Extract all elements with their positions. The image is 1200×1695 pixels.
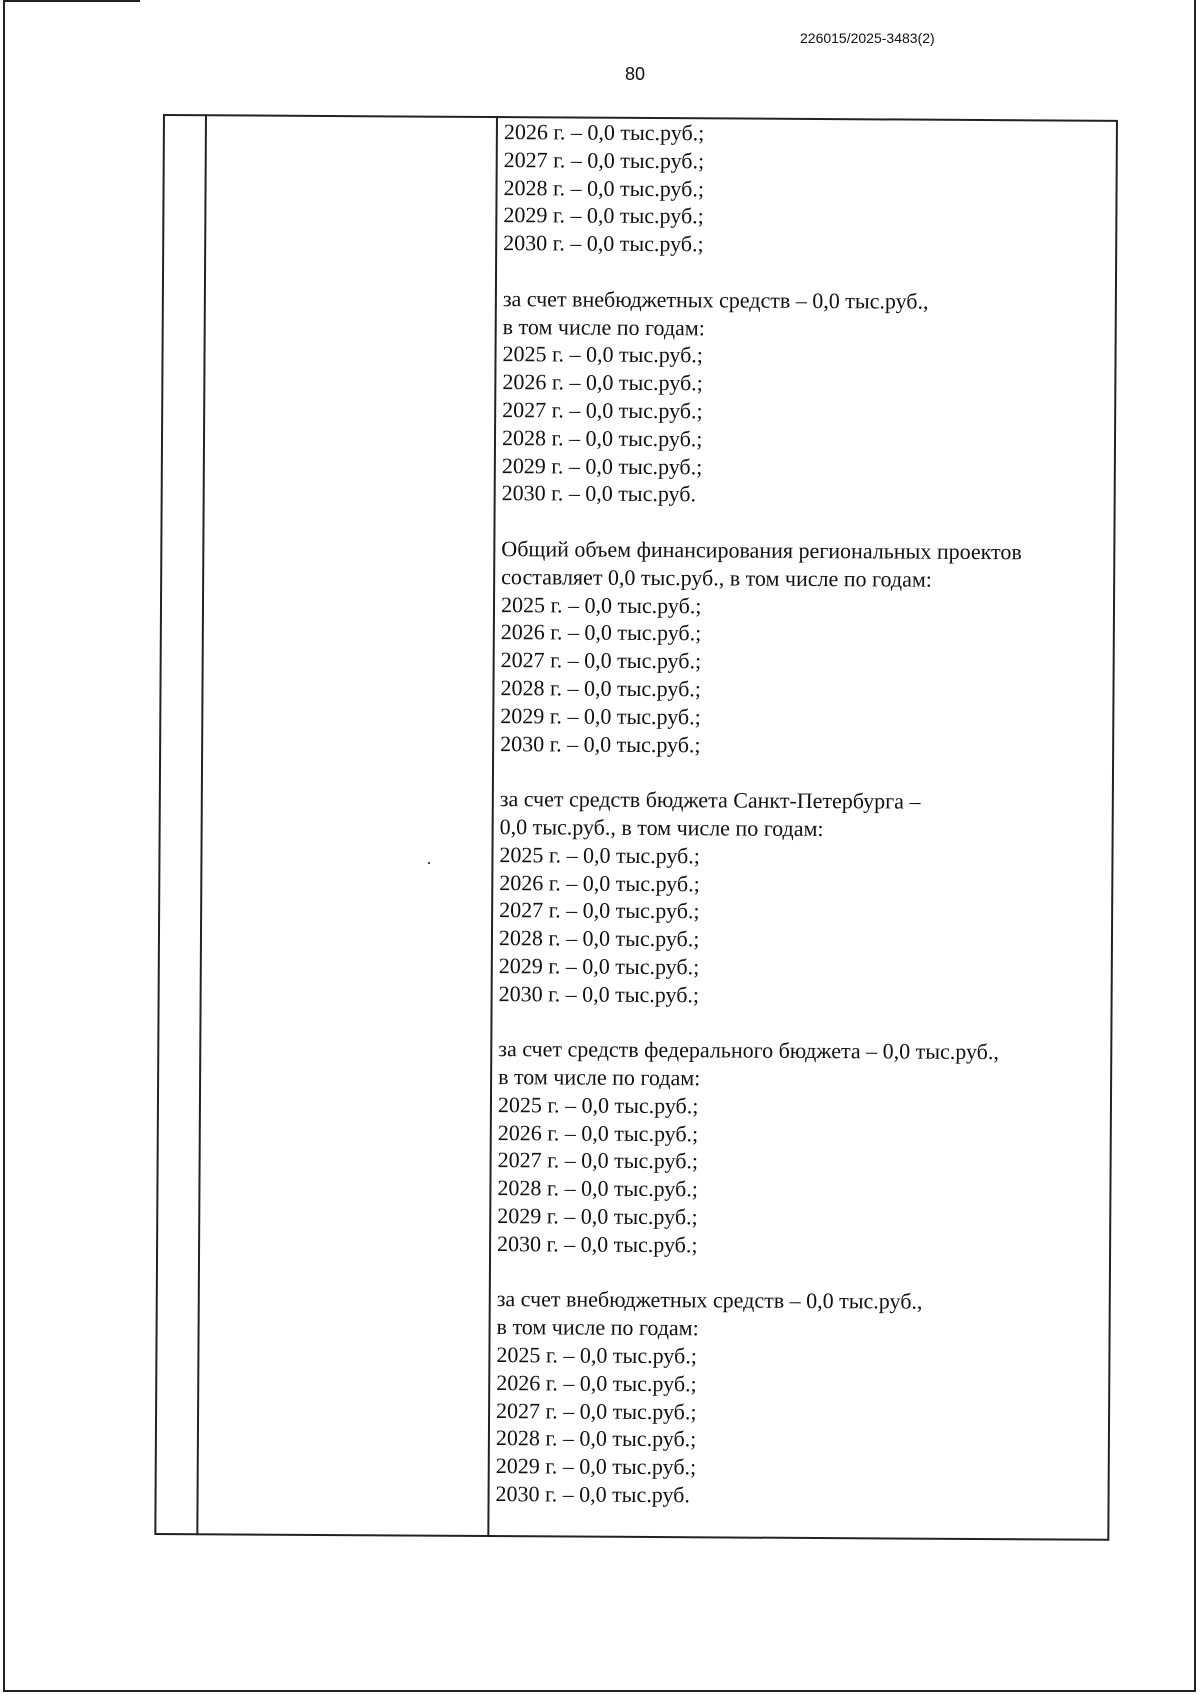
text-line: 2029 г. – 0,0 тыс.руб.; [498, 952, 700, 980]
text-line: 2027 г. – 0,0 тыс.руб.; [496, 1397, 697, 1424]
text-line: 2026 г. – 0,0 тыс.руб.; [502, 369, 703, 396]
financing-paragraph [502, 285, 1103, 511]
text-line: 2030 г. – 0,0 тыс.руб.; [497, 1230, 698, 1258]
text-line: за счет средств федерального бюджета – 0,0 тыс.руб., [498, 1036, 1000, 1065]
text-line: 2027 г. – 0,0 тыс.руб.; [499, 897, 700, 924]
text-line: 2028 г. – 0,0 тыс.руб.; [500, 675, 702, 702]
frame-top-edge [3, 0, 140, 2]
text-line: 2029 г. – 0,0 тыс.руб.; [501, 452, 703, 479]
text-line: в том числе по годам: [498, 1064, 701, 1091]
text-line: за счет внебюджетных средств – 0,0 тыс.руб., [496, 1286, 923, 1315]
text-line: 2026 г. – 0,0 тыс.руб.; [497, 1119, 699, 1146]
text-line: 2028 г. – 0,0 тыс.руб.; [495, 1425, 697, 1452]
text-line: 2030 г. – 0,0 тыс.руб.; [500, 730, 701, 757]
text-line: 2029 г. – 0,0 тыс.руб.; [500, 702, 701, 730]
text-line: 2026 г. – 0,0 тыс.руб.; [499, 869, 700, 896]
paragraph-gap [497, 1258, 1097, 1289]
text-line: 2030 г. – 0,0 тыс.руб. [501, 480, 697, 507]
scan-speck [428, 862, 430, 864]
text-line: 2027 г. – 0,0 тыс.руб.; [503, 146, 705, 174]
text-line: 2025 г. – 0,0 тыс.руб.; [497, 1091, 699, 1119]
text-line: 2025 г. – 0,0 тыс.руб.; [500, 591, 702, 618]
text-line: 2029 г. – 0,0 тыс.руб.; [497, 1203, 698, 1230]
text-line: 2025 г. – 0,0 тыс.руб.; [502, 341, 704, 368]
text-line: 2027 г. – 0,0 тыс.руб.; [497, 1147, 699, 1174]
financing-table [154, 114, 1118, 1541]
financing-paragraph [497, 1035, 1098, 1261]
financing-paragraph [499, 785, 1100, 1011]
text-line: 2028 г. – 0,0 тыс.руб.; [497, 1175, 698, 1202]
text-line: 2026 г. – 0,0 тыс.руб.; [496, 1369, 697, 1397]
text-line: составляет 0,0 тыс.руб., в том числе по годам: [501, 563, 933, 592]
text-line: 2030 г. – 0,0 тыс.руб.; [503, 230, 704, 257]
text-line: 2026 г. – 0,0 тыс.руб.; [500, 619, 702, 646]
text-line: 2029 г. – 0,0 тыс.руб.; [495, 1453, 697, 1480]
text-line: 2028 г. – 0,0 тыс.руб.; [503, 174, 705, 201]
paragraph-gap [501, 507, 1101, 538]
text-line: 2027 г. – 0,0 тыс.руб.; [502, 397, 703, 424]
text-line: за счет внебюджетных средств – 0,0 тыс.руб., [502, 285, 929, 314]
text-line: 2027 г. – 0,0 тыс.руб.; [500, 647, 702, 674]
text-line: 2025 г. – 0,0 тыс.руб.; [499, 841, 700, 869]
financing-text-cell [495, 118, 1103, 1511]
text-line: 2030 г. – 0,0 тыс.руб. [495, 1481, 690, 1508]
paragraph-gap [498, 1008, 1098, 1039]
paragraph-gap [500, 757, 1100, 788]
text-line: 2026 г. – 0,0 тыс.руб.; [503, 119, 705, 146]
text-line: 2028 г. – 0,0 тыс.руб.; [501, 424, 703, 452]
financing-paragraph [500, 535, 1101, 761]
text-line: 2030 г. – 0,0 тыс.руб.; [498, 980, 700, 1007]
text-line: за счет средств бюджета Санкт-Петербурга – [499, 786, 921, 814]
paragraph-gap [503, 257, 1103, 288]
text-line: в том числе по годам: [502, 313, 705, 340]
page-number: 80 [625, 64, 646, 84]
text-line: в том числе по годам: [496, 1314, 699, 1341]
registration-number: 226015/2025-3483(2) [800, 30, 935, 46]
text-line: 2028 г. – 0,0 тыс.руб.; [498, 925, 700, 952]
text-line: 0,0 тыс.руб., в том числе по годам: [499, 813, 824, 841]
text-line: Общий объем финансирования региональных проектов [501, 536, 1022, 565]
financing-paragraph [495, 1286, 1096, 1512]
text-line: 2029 г. – 0,0 тыс.руб.; [503, 202, 704, 229]
financing-paragraph [503, 118, 1104, 261]
text-line: 2025 г. – 0,0 тыс.руб.; [496, 1342, 697, 1369]
